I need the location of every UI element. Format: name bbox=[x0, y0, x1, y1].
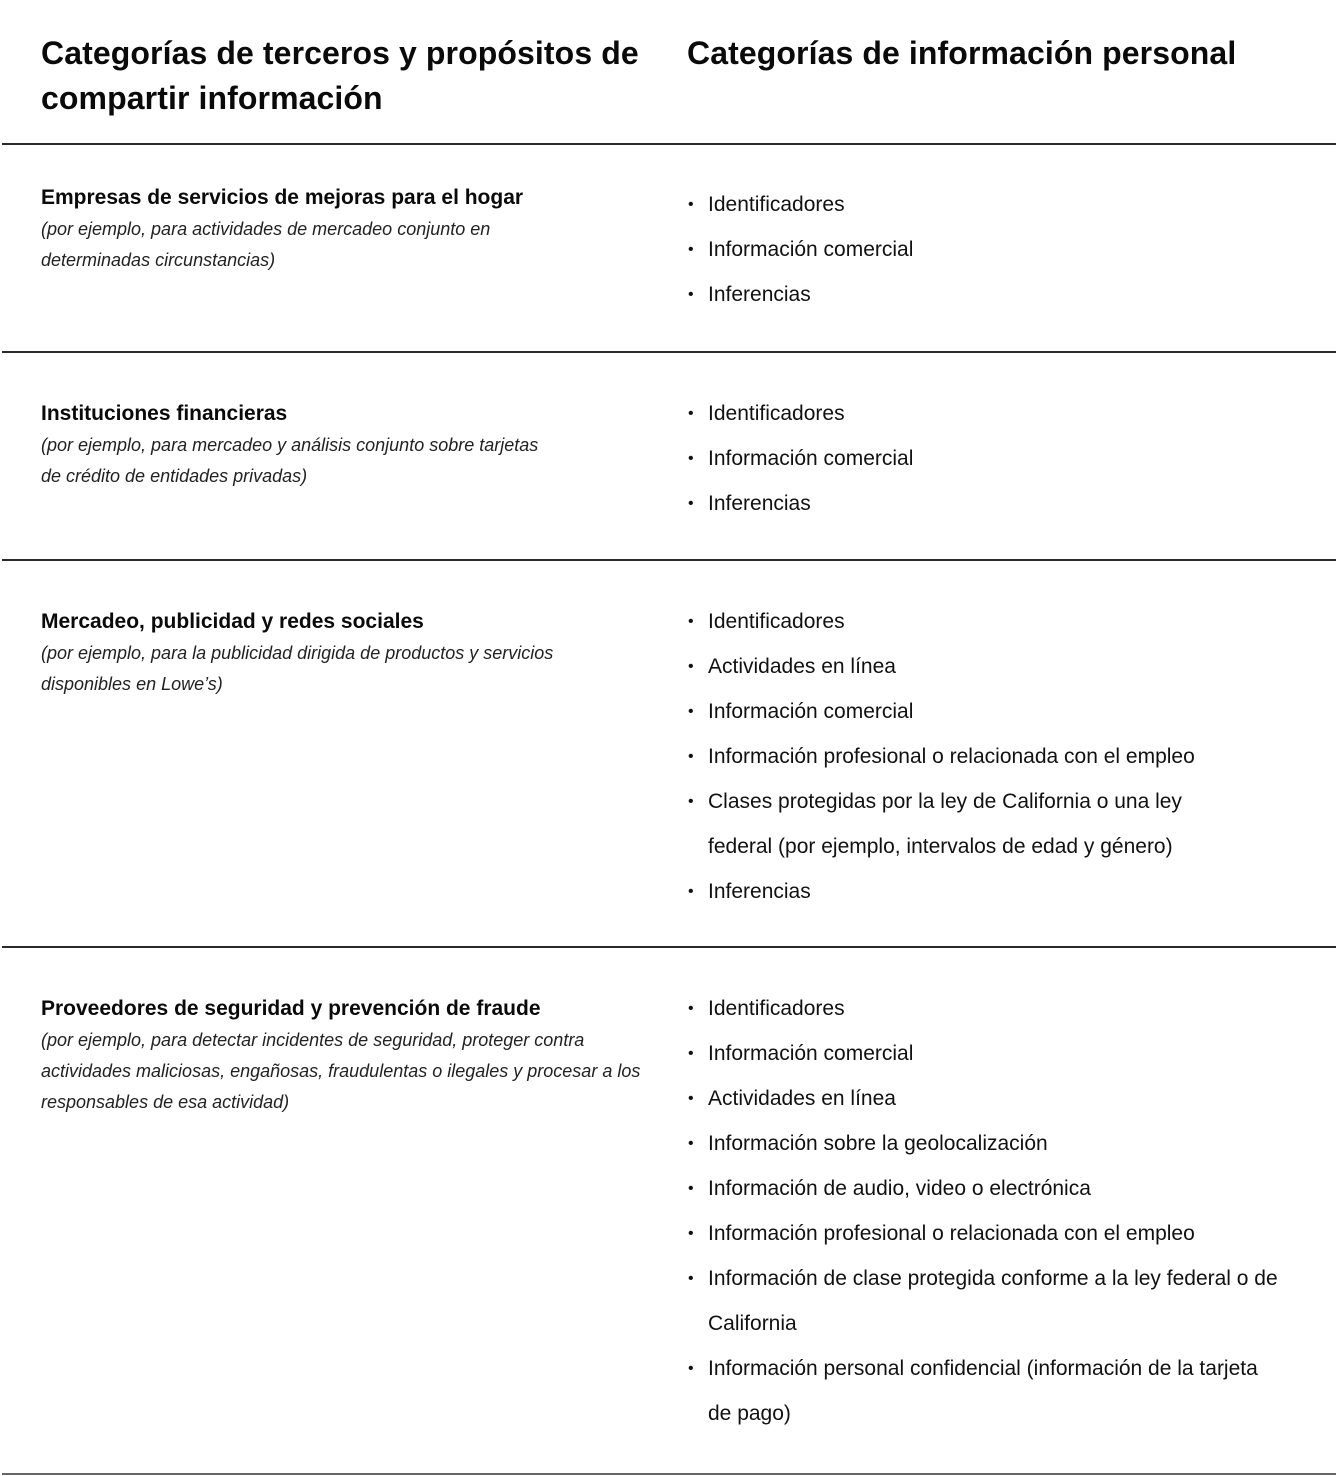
list-item bbox=[686, 689, 1246, 734]
list-item bbox=[686, 1346, 1286, 1436]
third-party-title: Instituciones financieras bbox=[41, 402, 288, 425]
bullet-icon: • bbox=[688, 196, 694, 213]
bullet-icon: • bbox=[688, 1090, 694, 1107]
list-item-label: Actividades en línea bbox=[708, 1087, 896, 1110]
list-item-label: Información profesional o relacionada con el empleo bbox=[708, 1222, 1195, 1245]
list-item-label: Inferencias bbox=[708, 880, 811, 903]
third-party-title: Proveedores de seguridad y prevención de fraude bbox=[41, 997, 541, 1020]
list-item bbox=[686, 1121, 1286, 1166]
bullet-icon: • bbox=[688, 703, 694, 720]
personal-info-list bbox=[686, 182, 1316, 317]
list-item bbox=[686, 436, 1316, 481]
list-item-label: Identificadores bbox=[708, 193, 845, 216]
bullet-icon: • bbox=[688, 793, 694, 810]
list-item-label: Información de clase protegida conforme a la ley federal o de California bbox=[708, 1267, 1278, 1335]
list-item-label: Información profesional o relacionada con el empleo bbox=[708, 745, 1195, 768]
list-item bbox=[686, 391, 1316, 436]
list-item-label: Información comercial bbox=[708, 700, 914, 723]
personal-info-list bbox=[686, 986, 1286, 1436]
table-row bbox=[2, 145, 1336, 353]
bullet-icon: • bbox=[688, 658, 694, 675]
bullet-icon: • bbox=[688, 748, 694, 765]
list-item bbox=[686, 986, 1286, 1031]
third-party-purpose: (por ejemplo, para actividades de mercadeo conjunto en determinadas circunstancias) bbox=[41, 219, 491, 270]
bullet-icon: • bbox=[688, 1180, 694, 1197]
column-header-third-parties: Categorías de terceros y propósitos de compartir información bbox=[41, 35, 639, 116]
list-item bbox=[686, 869, 1246, 914]
third-party-purpose: (por ejemplo, para mercadeo y análisis conjunto sobre tarjetas de crédito de entidades privadas) bbox=[41, 435, 539, 486]
bullet-icon: • bbox=[688, 1135, 694, 1152]
bullet-icon: • bbox=[688, 405, 694, 422]
bullet-icon: • bbox=[688, 241, 694, 258]
bullet-icon: • bbox=[688, 1225, 694, 1242]
list-item-label: Información personal confidencial (información de la tarjeta de pago) bbox=[708, 1357, 1258, 1425]
column-header-personal-info: Categorías de información personal bbox=[687, 35, 1237, 71]
list-item-label: Identificadores bbox=[708, 610, 845, 633]
list-item bbox=[686, 481, 1316, 526]
list-item-label: Información comercial bbox=[708, 447, 914, 470]
list-item-label: Clases protegidas por la ley de California o una ley federal (por ejemplo, intervalos de edad y género) bbox=[708, 790, 1182, 858]
list-item-label: Información comercial bbox=[708, 1042, 914, 1065]
list-item-label: Información de audio, video o electrónica bbox=[708, 1177, 1091, 1200]
table-row bbox=[2, 561, 1336, 948]
list-item bbox=[686, 1211, 1286, 1256]
third-party-purpose: (por ejemplo, para la publicidad dirigida de productos y servicios disponibles en Lowe’s) bbox=[41, 643, 554, 694]
list-item-label: Inferencias bbox=[708, 492, 811, 515]
bullet-icon: • bbox=[688, 286, 694, 303]
table-header-row bbox=[2, 0, 1336, 145]
third-party-cell bbox=[41, 401, 661, 492]
list-item-label: Información comercial bbox=[708, 238, 914, 261]
third-party-cell bbox=[41, 996, 661, 1118]
list-item bbox=[686, 182, 1316, 227]
bullet-icon: • bbox=[688, 495, 694, 512]
personal-info-list bbox=[686, 599, 1246, 914]
list-item bbox=[686, 734, 1246, 779]
list-item bbox=[686, 1076, 1286, 1121]
list-item bbox=[686, 599, 1246, 644]
table-row bbox=[2, 353, 1336, 561]
list-item-label: Inferencias bbox=[708, 283, 811, 306]
bullet-icon: • bbox=[688, 450, 694, 467]
bullet-icon: • bbox=[688, 613, 694, 630]
bullet-icon: • bbox=[688, 1360, 694, 1377]
third-party-cell bbox=[41, 609, 661, 700]
list-item-label: Identificadores bbox=[708, 997, 845, 1020]
list-item bbox=[686, 227, 1316, 272]
bullet-icon: • bbox=[688, 1270, 694, 1287]
list-item-label: Actividades en línea bbox=[708, 655, 896, 678]
list-item bbox=[686, 1256, 1286, 1346]
personal-info-list bbox=[686, 391, 1316, 526]
third-party-cell bbox=[41, 185, 661, 276]
table-row bbox=[2, 948, 1336, 1475]
list-item bbox=[686, 779, 1246, 869]
list-item bbox=[686, 1031, 1286, 1076]
list-item-label: Información sobre la geolocalización bbox=[708, 1132, 1048, 1155]
bullet-icon: • bbox=[688, 1000, 694, 1017]
bullet-icon: • bbox=[688, 883, 694, 900]
third-party-purpose: (por ejemplo, para detectar incidentes de seguridad, proteger contra actividades maliciosas, engañosas, fraudulentas o ilegales y procesar a los responsables de esa actividad) bbox=[41, 1030, 641, 1112]
list-item bbox=[686, 644, 1246, 689]
third-party-title: Mercadeo, publicidad y redes sociales bbox=[41, 610, 424, 633]
list-item-label: Identificadores bbox=[708, 402, 845, 425]
list-item bbox=[686, 272, 1316, 317]
bullet-icon: • bbox=[688, 1045, 694, 1062]
third-party-title: Empresas de servicios de mejoras para el hogar bbox=[41, 186, 524, 209]
list-item bbox=[686, 1166, 1286, 1211]
third-party-sharing-table bbox=[2, 0, 1336, 1475]
